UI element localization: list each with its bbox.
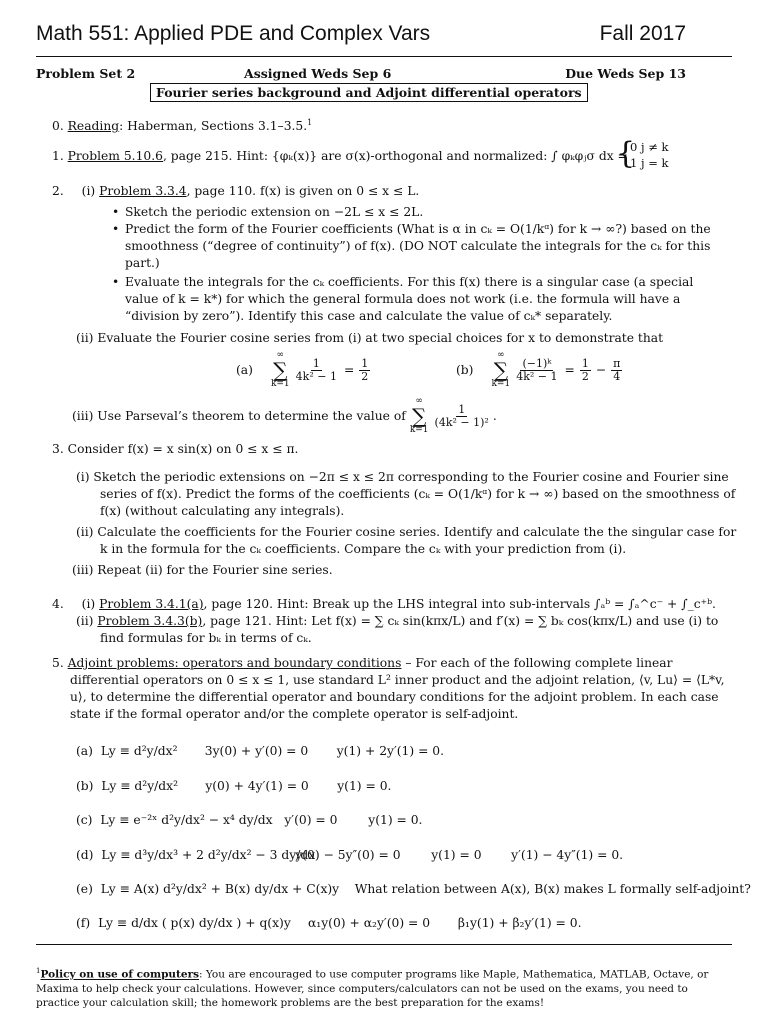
problem-3-4-1a-link[interactable]: Problem 3.4.1(a) [99,597,204,611]
sum-b [456,347,624,393]
term-label: Fall 2017 [599,22,686,45]
frac-a [294,358,339,383]
frac-b-rhs2 [611,358,622,383]
numerator: 1 [581,356,589,370]
problem-3-4-3b-link[interactable]: Problem 3.4.3(b) [97,614,203,628]
sigma-iii [410,397,429,435]
part-i-label: (i) [81,184,96,198]
boundary-condition: y(1) = 0 [431,848,482,862]
sum-lower: k=1 [270,379,290,389]
problem-3-3-4-link[interactable]: Problem 3.3.4 [99,184,187,198]
problem-3-part-i: (i) Sketch the periodic extensions on −2π ≤ x ≤ 2π corresponding to the Fourier cosine and Fourier sine series of f(x). Predict the forms of the coefficients (cₖ = O(1/kᵅ) for k → ∞) based on the smoothness of f(x) (without calculating any integrals). [76,470,736,518]
bullet-evaluate: • Evaluate the integrals for the cₖ coefficients. For this f(x) there is a singular case (a special value of k = k*) for which the general formula does not work (i.e. the formula will have a “division by zero”). Identify this case and calculate the value of cₖ* separately. [125,274,715,325]
problem-4-part-i-text: , page 120. Hint: Break up the LHS integral into sub-intervals ∫ₐᵇ = ∫ₐ^c⁻ + ∫_c⁺ᵇ. [203,597,716,611]
denominator: 4k² − 1 [516,369,558,383]
problem-number: 0. [52,119,64,134]
item-label: (e) [76,882,93,896]
problem-2 [52,183,419,200]
boundary-condition: y(1) = 0. [337,779,392,793]
item-label: (d) [76,848,94,862]
numerator: π [613,356,621,370]
problem-5-text: – For each of the following complete linear differential operators on 0 ≤ x ≤ 1, use standard L² inner product and the adjoint relation, ⟨v, Lu⟩ = ⟨L*v, u⟩, to determine the differential operator and boundary conditions for the adjoint problem. In each case state if the formal operator and/or the complete operator is self-adjoint. [70,656,725,721]
part-iii-text: (iii) Use Parseval’s theorem to determine the value of [72,408,406,423]
problem-number: 2. [52,184,64,198]
boundary-condition: y′(1) − 4y″(1) = 0. [511,848,624,862]
sum-a-label: (a) [236,362,253,377]
minus: − [595,362,607,377]
part-ii-text: (ii) Evaluate the Fourier cosine series from (i) at two special choices for x to demonstrate that [76,331,664,345]
sum-upper: ∞ [415,396,423,406]
numerator: (−1)ᵏ [522,356,552,370]
adjoint-item-d [76,847,623,864]
course-title: Math 551: Applied PDE and Complex Vars [36,22,431,45]
equals: = [564,362,575,377]
adjoint-item-f [76,915,582,932]
footnote-mark: 1 [36,967,41,975]
problem-1 [52,148,628,165]
denominator: (4k² − 1)² [434,415,489,429]
sigma-icon: ∑ [412,404,427,428]
case-one: 0 j ≠ k [630,140,669,154]
sum-upper: ∞ [276,350,285,360]
reading-text: : Haberman, Sections 3.1–3.5. [119,119,308,134]
problem-number: 1. [52,149,64,163]
boundary-condition: y(1) + 2y′(1) = 0. [336,744,445,758]
frac-iii [433,404,491,429]
problem-0 [52,114,312,135]
sigma-icon: ∑ [493,358,508,382]
problem-number: 4. [52,597,64,611]
sum-lower: k=1 [409,425,429,435]
part-iii: (iii) Use Parseval’s theorem to determine the value of ∞ ∑ k=1 $\frac{1}{\text{(4k² − 1)²}}$ . [72,396,497,435]
item-label: (b) [76,779,94,793]
problem-1-text: , page 215. Hint: {φₖ(x)} are σ(x)-orthogonal and normalized: ∫ φₖφⱼσ dx = [162,149,628,163]
assigned-date: Assigned Weds Sep 6 [244,66,392,81]
part-i-label: (i) [81,597,96,611]
boundary-condition: 3y(0) + y′(0) = 0 [204,744,309,758]
problem-5-10-6-link[interactable]: Problem 5.10.6 [67,149,163,163]
question: What relation between A(x), B(x) makes L formally self-adjoint? [354,882,751,896]
footnote-rule [36,944,732,945]
due-date: Due Weds Sep 13 [565,66,686,81]
part-ii-label: (ii) [76,614,94,628]
footnote-text: : You are encouraged to use computer programs like Maple, Mathematica, MATLAB, Octave, or Maxima to help check your calculations. However, since computers/calculators can not be used on the exams, you need to practice your calculation skill; the homework problems are the best preparation for the exams! [36,968,709,1009]
boundary-condition: y′(0) = 0 [284,813,338,827]
sigma-icon: ∑ [273,358,288,382]
footnote-ref[interactable]: 1 [307,118,313,127]
adjoint-item-c [76,812,422,829]
problem-3-part-ii: (ii) Calculate the coefficients for the Fourier cosine series. Identify and calculate the the singular case for k in the formula for the cₖ coefficients. Compare the cₖ with your prediction from (i). [76,525,737,556]
problem-4 [52,596,716,613]
bullet-predict: • Predict the form of the Fourier coefficients (What is α in cₖ = O(1/kᵅ) for k → ∞?) based on the smoothness (“degree of continuity”) of f(x). (DO NOT calculate the integrals for the cₖ for this part.) [125,221,715,272]
problem-number: 3. [52,442,64,456]
title-rule [36,56,732,57]
denominator: 4 [613,369,621,383]
operator: Ly ≡ d/dx ( p(x) dy/dx ) + q(x)y [98,916,291,930]
operator: Ly ≡ e⁻²ˣ d²y/dx² − x⁴ dy/dx [100,813,273,827]
numerator: 1 [458,402,466,416]
numerator: 1 [312,356,320,370]
adjoint-item-e [76,881,751,898]
adjoint-item-b [76,778,391,795]
sigma-b [491,351,510,389]
case-two: 1 j = k [630,156,669,170]
problem-3-intro: Consider f(x) = x sin(x) on 0 ≤ x ≤ π. [67,442,299,456]
operator: Ly ≡ d²y/dx² [101,779,179,793]
problem-4-part-ii-text: , page 121. Hint: Let f(x) = ∑ cₖ sin(kπx/L) and f′(x) = ∑ bₖ cos(kπx/L) and use (i) to find formulas for bₖ in terms of cₖ. [100,614,719,645]
boundary-condition: β₁y(1) + β₂y′(1) = 0. [457,916,582,930]
adjoint-item-a [76,743,444,760]
problem-number: 5. [52,656,64,670]
equals: = [343,362,355,377]
adjoint-problems-link[interactable]: Adjoint problems: operators and boundary conditions [67,656,402,670]
operator: Ly ≡ d³y/dx³ + 2 d²y/dx² − 3 dy/dx [101,848,316,862]
sum-b-label: (b) [456,362,474,377]
item-label: (a) [76,744,93,758]
boundary-condition: y(0) + 4y′(1) = 0 [205,779,309,793]
numerator: 1 [361,356,369,370]
boundary-condition: y(0) − 5y″(0) = 0 [295,848,401,862]
sum-upper: ∞ [497,350,505,360]
problem-set-label: Problem Set 2 [36,66,136,81]
part-i-text: , page 110. f(x) is given on 0 ≤ x ≤ L. [186,184,420,198]
denominator: 2 [581,369,589,383]
item-label: (f) [76,916,91,930]
boundary-condition: α₁y(0) + α₂y′(0) = 0 [308,916,431,930]
denominator: 4k² − 1 [295,369,337,383]
frac-b [514,358,559,383]
footnote-heading: Policy on use of computers [40,968,200,981]
frac-b-rhs1 [580,358,591,383]
reading-link[interactable]: Reading [67,119,120,134]
frac-a-rhs [359,358,370,383]
denominator: 2 [361,369,369,383]
sum-lower: k=1 [491,379,511,389]
operator: Ly ≡ A(x) d²y/dx² + B(x) dy/dx + C(x)y [100,882,340,896]
operator: Ly ≡ d²y/dx² [100,744,178,758]
bullet-sketch: • Sketch the periodic extension on −2L ≤ x ≤ 2L. [125,204,705,221]
brace-icon: { [616,136,636,171]
sum-a [236,347,372,393]
problem-5 [52,655,734,723]
item-label: (c) [76,813,93,827]
problem-4-part-ii [76,613,740,647]
sigma-a [271,351,290,389]
topic-box: Fourier series background and Adjoint differential operators [150,83,588,102]
problem-3-part-iii: (iii) Repeat (ii) for the Fourier sine series. [72,563,333,577]
case-block [630,139,668,171]
problem-3 [52,441,298,458]
footnote [36,964,732,1010]
boundary-condition: y(1) = 0. [368,813,423,827]
